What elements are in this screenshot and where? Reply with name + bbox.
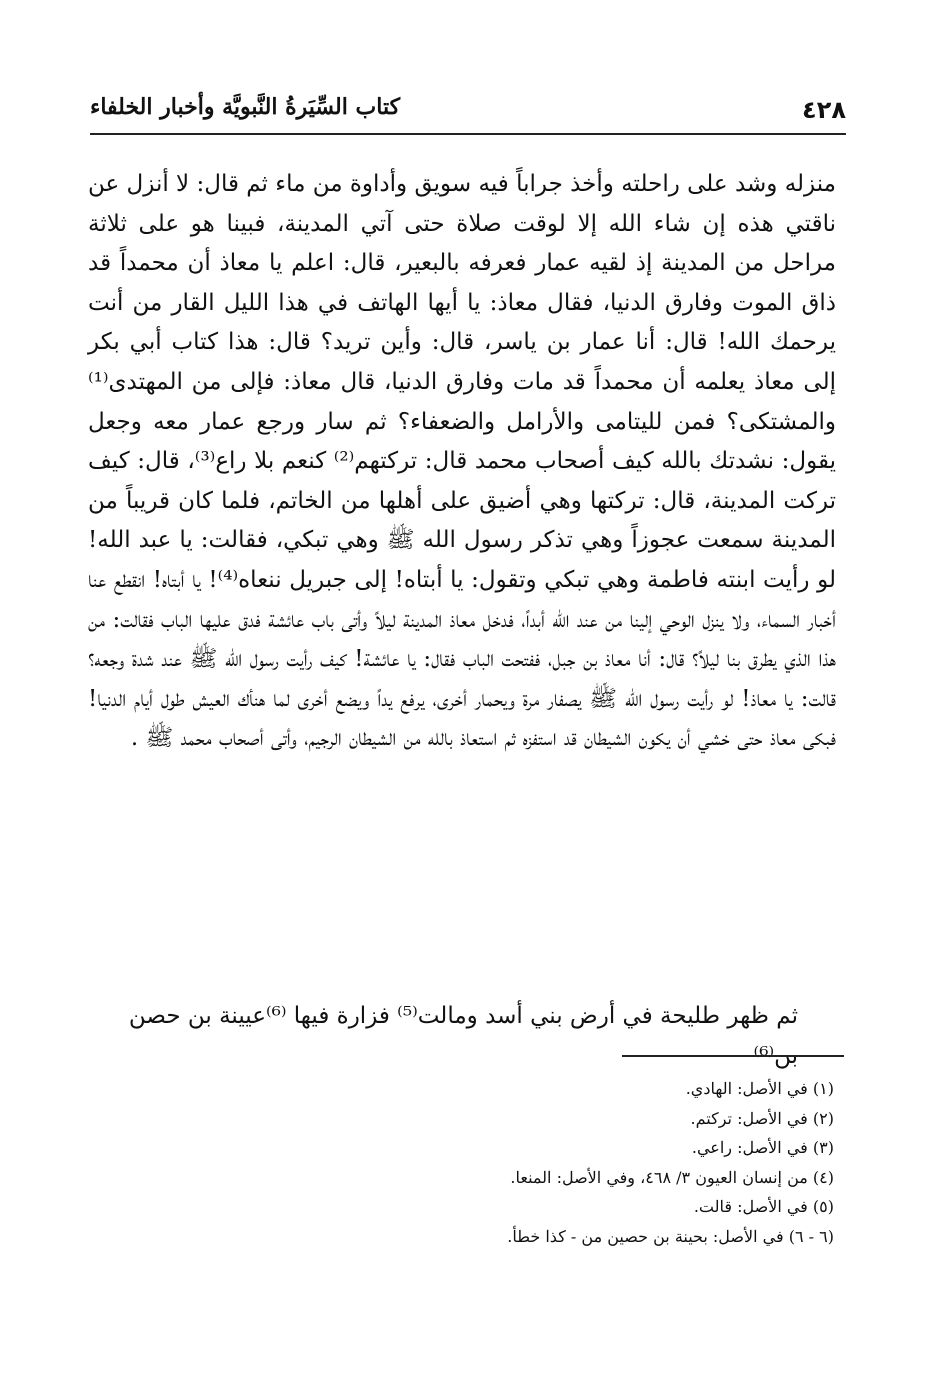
footnote-1: (١) في الأصل: الهادي.: [685, 1079, 834, 1098]
footnotes-list: [300, 1074, 834, 1252]
footnote-4: (٤) من إنسان العيون ٣/ ٤٦٨، وفي الأصل: المنعا.: [510, 1167, 834, 1187]
footnote-3: (٣) في الأصل: راعي.: [691, 1138, 834, 1158]
main-paragraph: منزله وشد على راحلته وأخذ جراباً فيه سويق وأداوة من ماء ثم قال: لا أنزل عن ناقتي هذه إن شاء الله إلا لوقت صلاة حتى آتي المدينة، فبينا هو على ثلاثة مراحل من المدينة إذ لقيه عمار فعرفه بالبعير، قال: اعلم يا معاذ أن محمداً قد ذاق الموت وفارق الدنيا، فقال معاذ: يا أيها الهاتف في هذا الليل القار من أنت يرحمك الله! قال: أنا عمار بن ياسر، قال: وأين تريد؟ قال: هذا كتاب أبي بكر إلى معاذ يعلمه أن محمداً قد مات وفارق الدنيا، قال معاذ: فإلى من المهتدى⁽¹⁾ والمشتكى؟ فمن لليتامى والأرامل والضعفاء؟ ثم سار ورجع عمار معه وجعل يقول: نشدتك بالله كيف أصحاب محمد قال: تركتهم⁽²⁾ كنعم بلا راع⁽³⁾، قال: كيف تركت المدينة، قال: تركتها وهي أضيق على أهلها من الخاتم، فلما كان قريباً من المدينة سمعت عجوزاً وهي تذكر رسول الله ﷺ وهي تبكي، فقالت: يا عبد الله! لو رأيت ابنته فاطمة وهي تبكي وتقول: يا أبتاه! إلى جبريل ننعاه⁽⁴⁾! يا أبتاه! انقطع عنا أخبار السماء، ولا ينزل الوحي إلينا من عند الله أبداً، فدخل معاذ المدينة ليلاً وأتى باب عائشة فدق عليها الباب فقالت: من هذا الذي يطرق بنا ليلاً؟ قال: أنا معاذ بن جبل، ففتحت الباب فقال: يا عائشة! كيف رأيت رسول الله ﷺ عند شدة وجعه؟ قالت: يا معاذ! لو رأيت رسول الله ﷺ يصفار مرة ويحمار أخرى، يرفع يداً ويضع أخرى لما هنأك العيش طول أيام الدنيا! فبكى معاذ حتى خشي أن يكون الشيطان قد استفزه ثم استعاذ بالله من الشيطان الرجيم، وأتى أصحاب محمد ﷺ .: [88, 171, 837, 752]
main-text: [88, 165, 836, 759]
final-paragraph: ثم ظهر طليحة في أرض بني أسد ومالت⁽⁵⁾ فزارة فيها ⁽⁶⁾عيينة بن حصن بن⁽⁶⁾: [128, 1003, 798, 1069]
footnote-rule: [622, 1055, 844, 1057]
header-rule: [90, 133, 846, 135]
footnote-2: (٢) في الأصل: تركتم.: [690, 1108, 834, 1128]
footnote-6: (٦ - ٦) في الأصل: بحينة بن حصين من - كذا خطأ.: [507, 1226, 834, 1246]
footnote-5: (٥) في الأصل: قالت.: [693, 1197, 834, 1217]
page-number: ٤٢٨: [802, 96, 846, 124]
page-header: [90, 92, 846, 132]
running-title: كتاب السِّيَرةُ النَّبويَّة وأخبار الخلفاء: [90, 94, 401, 120]
